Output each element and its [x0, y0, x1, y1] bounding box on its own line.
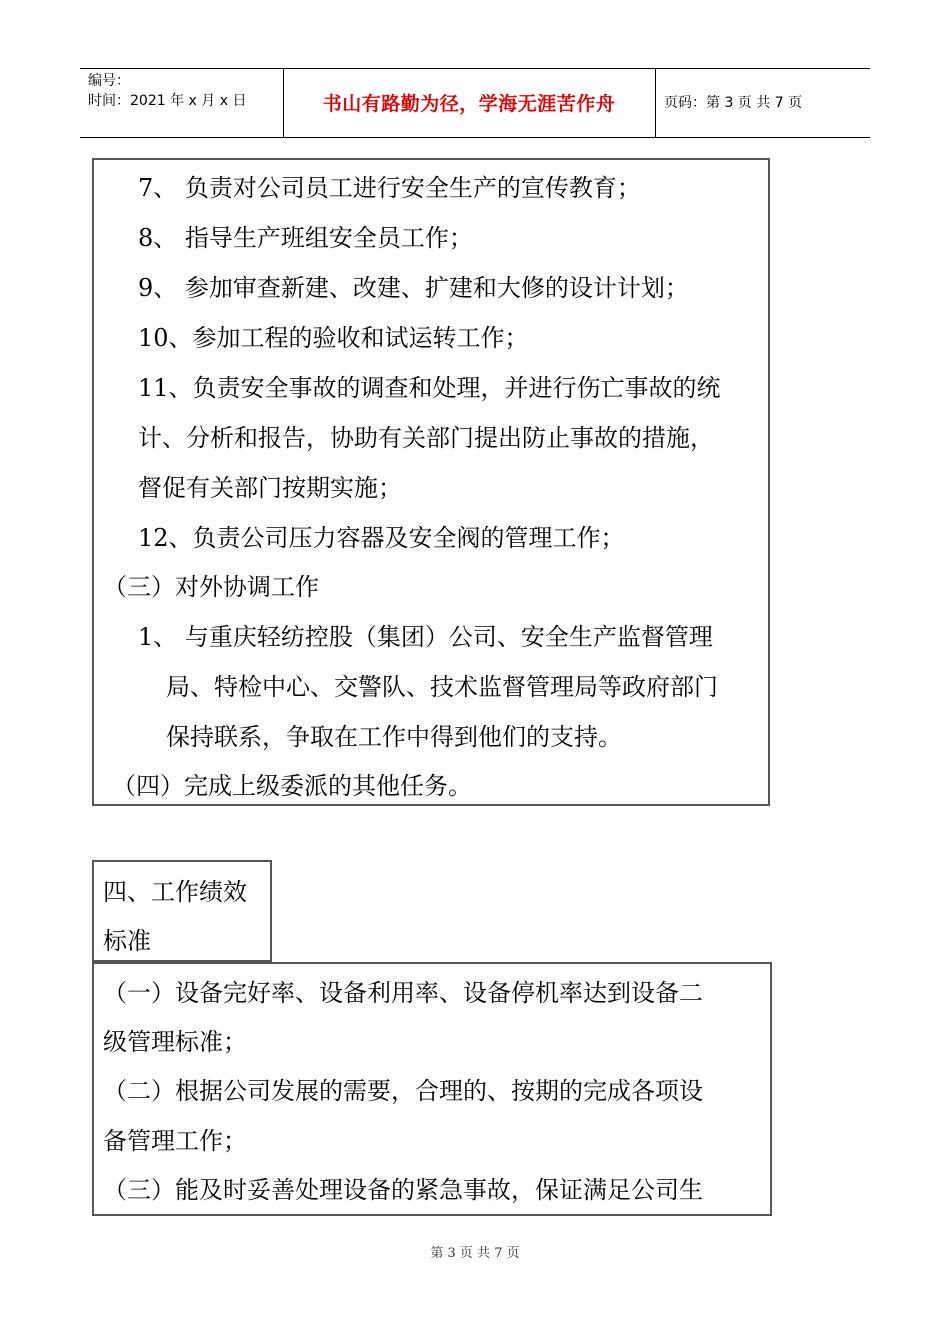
- standard-line: （二）根据公司发展的需要，合理的、按期的完成各项设: [103, 1077, 703, 1105]
- standard-line: 备管理工作；: [103, 1127, 247, 1155]
- subsection-heading: （三）对外协调工作: [103, 573, 319, 601]
- document-number-label: 编号：: [88, 73, 130, 89]
- header-page-number: 页码：第 3 页 共 7 页: [664, 95, 803, 111]
- header-page-cell: [656, 69, 870, 137]
- header-motto: 书山有路勤为径，学海无涯苦作舟: [322, 93, 616, 115]
- section-title: 标准: [103, 927, 151, 955]
- standard-line: 级管理标准；: [103, 1028, 247, 1056]
- header-info-cell: [80, 69, 284, 137]
- duty-line: 8、 指导生产班组安全员工作；: [138, 224, 473, 252]
- page-header: [80, 68, 870, 138]
- standard-line: （三）能及时妥善处理设备的紧急事故，保证满足公司生: [103, 1176, 703, 1204]
- duty-line: 计、分析和报告，协助有关部门提出防止事故的措施，: [138, 424, 714, 452]
- standard-line: （一）设备完好率、设备利用率、设备停机率达到设备二: [103, 979, 703, 1007]
- duty-line: 11、负责安全事故的调查和处理，并进行伤亡事故的统: [138, 374, 721, 402]
- page-footer: 第 3 页 共 7 页: [430, 1246, 520, 1261]
- header-motto-cell: [283, 69, 656, 137]
- duty-line: 7、 负责对公司员工进行安全生产的宣传教育；: [138, 174, 641, 202]
- duty-line: 保持联系，争取在工作中得到他们的支持。: [166, 723, 622, 751]
- subsection-heading: （四）完成上级委派的其他任务。: [112, 772, 472, 800]
- duty-line: 12、负责公司压力容器及安全阀的管理工作；: [138, 524, 625, 552]
- document-time-label: 时间：2021 年 x 月 x 日: [88, 93, 247, 109]
- duty-line: 9、 参加审查新建、改建、扩建和大修的设计计划；: [138, 274, 689, 302]
- duty-line: 10、参加工程的验收和试运转工作；: [138, 324, 529, 352]
- duty-line: 局、特检中心、交警队、技术监督管理局等政府部门: [166, 673, 718, 701]
- duty-line: 督促有关部门按期实施；: [138, 474, 402, 502]
- section-title: 四、工作绩效: [103, 878, 247, 906]
- duty-line: 1、 与重庆轻纺控股（集团）公司、安全生产监督管理: [138, 623, 713, 651]
